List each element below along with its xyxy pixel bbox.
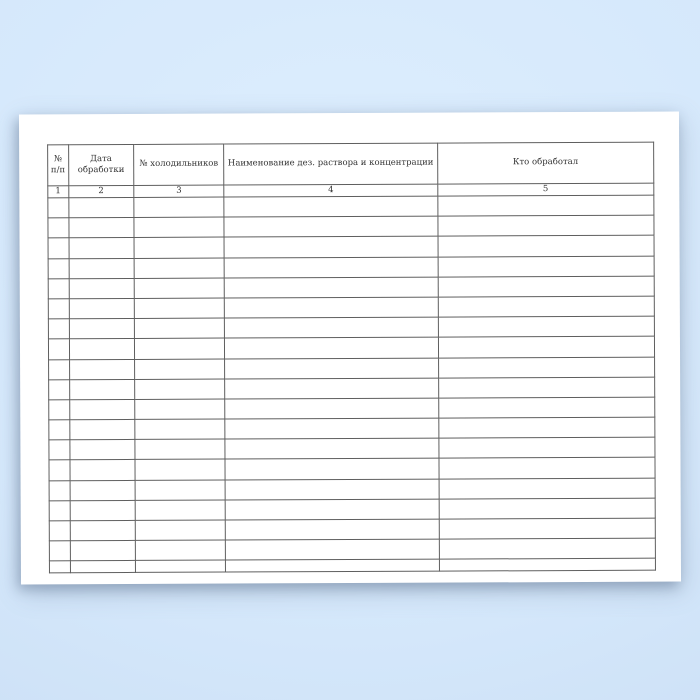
header-cell-row-number: № п/п: [48, 145, 69, 186]
empty-cell-refrigerator-number: [135, 379, 225, 400]
empty-cell-refrigerator-number: [134, 258, 224, 279]
empty-cell-row-number: [48, 198, 69, 218]
empty-cell-processing-date: [69, 319, 135, 339]
empty-cell-disinfectant-solution: [226, 519, 439, 540]
disinfection-log-table: [47, 142, 656, 574]
empty-cell-processed-by: [438, 276, 654, 297]
empty-cell-row-number: [49, 420, 70, 440]
empty-cell-processing-date: [70, 561, 135, 573]
empty-cell-refrigerator-number: [134, 298, 224, 319]
empty-cell-disinfectant-solution: [226, 559, 439, 572]
empty-cell-refrigerator-number: [135, 419, 225, 440]
empty-cell-processing-date: [69, 258, 135, 278]
table-blank-row: [48, 256, 654, 279]
empty-cell-processed-by: [438, 357, 654, 378]
empty-cell-processing-date: [68, 197, 134, 217]
empty-cell-processed-by: [439, 518, 655, 539]
empty-cell-row-number: [49, 561, 70, 573]
empty-cell-row-number: [48, 238, 69, 258]
empty-cell-refrigerator-number: [134, 197, 224, 218]
empty-cell-processing-date: [69, 440, 135, 460]
table-blank-row: [48, 215, 654, 238]
empty-cell-processed-by: [437, 195, 653, 216]
table-blank-row: [48, 236, 654, 259]
empty-cell-refrigerator-number: [135, 480, 225, 501]
empty-cell-processing-date: [70, 480, 136, 500]
empty-cell-processed-by: [438, 397, 654, 418]
empty-cell-disinfectant-solution: [225, 398, 438, 419]
empty-cell-processed-by: [439, 478, 655, 499]
index-cell-refrigerator-number: 3: [134, 185, 224, 197]
empty-cell-processed-by: [439, 498, 655, 519]
empty-cell-row-number: [48, 278, 69, 298]
empty-cell-processed-by: [438, 377, 654, 398]
empty-cell-refrigerator-number: [134, 318, 224, 339]
empty-cell-processing-date: [70, 541, 136, 561]
empty-cell-row-number: [48, 258, 69, 278]
table-short-row: [49, 559, 655, 574]
empty-cell-row-number: [49, 541, 70, 561]
empty-cell-refrigerator-number: [135, 439, 225, 460]
empty-cell-row-number: [48, 218, 69, 238]
empty-cell-refrigerator-number: [135, 540, 225, 561]
index-cell-processing-date: 2: [68, 185, 133, 197]
empty-cell-disinfectant-solution: [225, 499, 438, 520]
empty-cell-processing-date: [69, 420, 135, 440]
empty-cell-refrigerator-number: [135, 520, 225, 541]
empty-cell-disinfectant-solution: [225, 358, 438, 379]
empty-cell-disinfectant-solution: [225, 297, 438, 318]
index-cell-processed-by: 5: [437, 183, 653, 196]
empty-cell-refrigerator-number: [135, 459, 225, 480]
empty-cell-disinfectant-solution: [225, 479, 438, 500]
empty-cell-refrigerator-number: [135, 399, 225, 420]
empty-cell-refrigerator-number: [135, 560, 225, 572]
empty-cell-processing-date: [70, 460, 136, 480]
table-blank-row: [48, 195, 654, 218]
empty-cell-row-number: [48, 299, 69, 319]
empty-cell-row-number: [49, 501, 70, 521]
empty-cell-disinfectant-solution: [224, 236, 437, 257]
table-blank-row: [49, 498, 655, 521]
empty-cell-processed-by: [438, 316, 654, 337]
header-cell-processing-date: Дата обработки: [68, 144, 134, 185]
empty-cell-disinfectant-solution: [224, 257, 437, 278]
table-head: [48, 142, 654, 198]
empty-cell-refrigerator-number: [135, 500, 225, 521]
empty-cell-refrigerator-number: [135, 359, 225, 380]
document-page: [19, 112, 681, 585]
table-blank-row: [48, 336, 654, 359]
table-blank-row: [48, 316, 654, 339]
empty-cell-processed-by: [438, 236, 654, 257]
empty-cell-disinfectant-solution: [225, 378, 438, 399]
empty-cell-row-number: [48, 319, 69, 339]
empty-cell-refrigerator-number: [134, 217, 224, 238]
empty-cell-disinfectant-solution: [226, 539, 439, 560]
empty-cell-row-number: [49, 460, 70, 480]
table-blank-row: [48, 296, 654, 319]
empty-cell-disinfectant-solution: [225, 337, 438, 358]
index-cell-disinfectant-solution: 4: [224, 184, 437, 197]
empty-cell-processing-date: [69, 218, 135, 238]
empty-cell-processed-by: [438, 336, 654, 357]
empty-cell-disinfectant-solution: [225, 277, 438, 298]
empty-cell-refrigerator-number: [134, 278, 224, 299]
empty-cell-disinfectant-solution: [225, 418, 438, 439]
table-blank-row: [49, 357, 655, 380]
header-cell-refrigerator-number: № холодильников: [134, 144, 224, 185]
empty-cell-processing-date: [69, 379, 135, 399]
empty-cell-processing-date: [69, 399, 135, 419]
empty-cell-processing-date: [69, 339, 135, 359]
header-cell-processed-by: Кто обработал: [437, 142, 654, 184]
empty-cell-processing-date: [70, 500, 136, 520]
empty-cell-refrigerator-number: [134, 338, 224, 359]
table-blank-row: [49, 377, 655, 400]
empty-cell-disinfectant-solution: [225, 438, 438, 459]
empty-cell-processed-by: [439, 559, 655, 572]
empty-cell-processed-by: [439, 458, 655, 479]
table-blank-row: [49, 397, 655, 420]
empty-cell-processing-date: [69, 298, 135, 318]
empty-cell-processed-by: [439, 437, 655, 458]
table-blank-row: [48, 276, 654, 299]
table-blank-row: [49, 538, 655, 561]
table-blank-row: [49, 417, 655, 440]
empty-cell-disinfectant-solution: [225, 317, 438, 338]
empty-cell-processing-date: [69, 238, 135, 258]
table-header-row: [48, 142, 654, 186]
empty-cell-processing-date: [70, 520, 136, 540]
table-blank-row: [49, 478, 655, 501]
empty-cell-processing-date: [69, 359, 135, 379]
table-body: [48, 195, 656, 573]
empty-cell-row-number: [49, 521, 70, 541]
empty-cell-refrigerator-number: [134, 237, 224, 258]
empty-cell-processing-date: [69, 278, 135, 298]
empty-cell-row-number: [49, 379, 70, 399]
empty-cell-row-number: [49, 359, 70, 379]
table-blank-row: [49, 437, 655, 460]
index-cell-row-number: 1: [48, 186, 69, 198]
empty-cell-row-number: [49, 440, 70, 460]
table-blank-row: [49, 518, 655, 541]
empty-cell-processed-by: [438, 215, 654, 236]
empty-cell-processed-by: [438, 417, 654, 438]
empty-cell-processed-by: [439, 538, 655, 559]
table-blank-row: [49, 458, 655, 481]
empty-cell-processed-by: [438, 296, 654, 317]
empty-cell-row-number: [48, 339, 69, 359]
empty-cell-disinfectant-solution: [225, 459, 438, 480]
empty-cell-row-number: [49, 400, 70, 420]
empty-cell-disinfectant-solution: [224, 196, 437, 217]
header-cell-disinfectant-solution: Наименование дез. раствора и концентрации: [224, 143, 437, 185]
empty-cell-row-number: [49, 480, 70, 500]
empty-cell-processed-by: [438, 256, 654, 277]
empty-cell-disinfectant-solution: [224, 216, 437, 237]
